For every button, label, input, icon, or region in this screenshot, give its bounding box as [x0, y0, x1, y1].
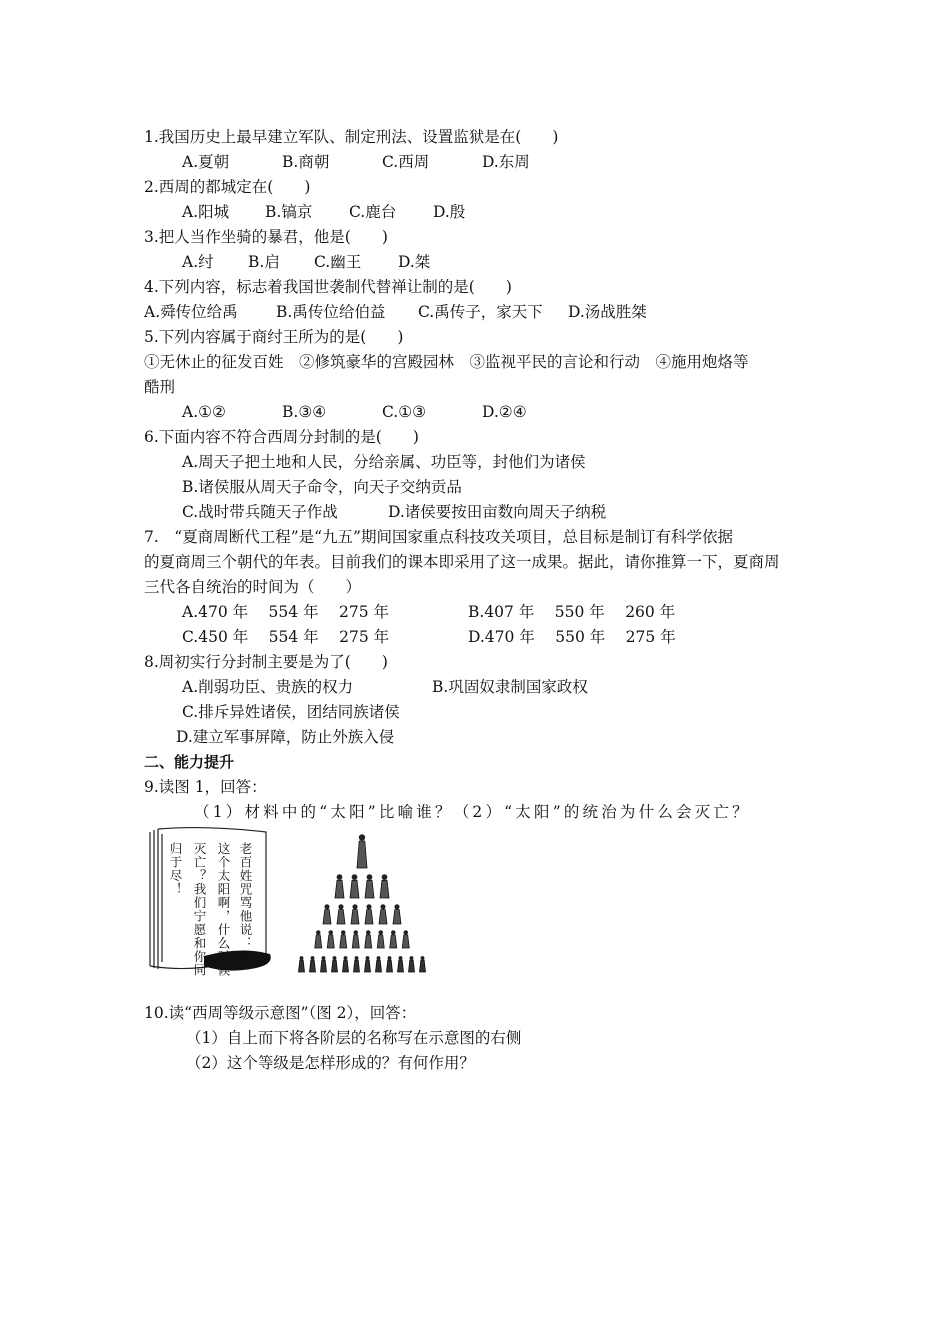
option-a: A.夏朝 [182, 153, 230, 171]
option-d: D.汤战胜桀 [568, 303, 647, 321]
scroll-text-col-3: 灭亡？我们宁愿和你同 [192, 842, 207, 977]
figure-1-scroll [146, 826, 276, 977]
option-a: A.纣 [182, 253, 214, 271]
option-b: B.巩固奴隶制国家政权 [432, 678, 588, 696]
option-d: D.建立军事屏障，防止外族入侵 [176, 728, 395, 746]
option-b: B.商朝 [282, 153, 330, 171]
pyramid-person-figure [376, 956, 382, 972]
option-c: C.鹿台 [349, 203, 397, 221]
pyramid-person-figure [332, 956, 338, 972]
pyramid-person-figure [402, 930, 409, 948]
question-7-stem-cont: 的夏商周三个朝代的年表。目前我们的课本即采用了这一成果。据此，请你推算一下，夏商周 [144, 553, 780, 571]
option-d: D.殷 [433, 203, 466, 221]
option-d: D.诸侯要按田亩数向周天子纳税 [388, 503, 607, 521]
question-7-stem: 7. “夏商周断代工程”是“九五”期间国家重点科技攻关项目，总目标是制订有科学依据 [144, 528, 733, 546]
question-2-options [182, 201, 465, 223]
question-3-options [182, 251, 430, 273]
option-c: C.450 年 554 年 275 年 [182, 628, 390, 646]
pyramid-person-figure [327, 930, 334, 948]
option-d: D.470 年 550 年 275 年 [468, 628, 676, 646]
scroll-text-col-2: 这个太阳啊，什么时候 [216, 842, 231, 977]
option-a: A.①② [182, 403, 226, 421]
question-4-options [144, 301, 647, 323]
pyramid-person-figure [365, 904, 373, 924]
pyramid-person-figure [387, 956, 393, 972]
pyramid-person-figure [380, 874, 389, 898]
question-1-options [182, 151, 530, 173]
question-7-options-ab [182, 601, 675, 623]
pyramid-person-figure [323, 904, 331, 924]
option-b: B.启 [248, 253, 280, 271]
question-5-stem: 5.下列内容属于商纣王所为的是( ) [144, 328, 404, 346]
question-5-options [182, 401, 527, 423]
option-b: B.③④ [282, 403, 327, 421]
option-d: D.东周 [482, 153, 530, 171]
question-3-stem: 3.把人当作坐骑的暴君，他是( ) [144, 228, 388, 246]
option-c: C.排斥异姓诸侯，团结同族诸侯 [182, 703, 400, 721]
question-7-options-cd [182, 626, 676, 648]
question-4-stem: 4.下列内容，标志着我国世袭制代替禅让制的是( ) [144, 278, 512, 296]
pyramid-person-figure [420, 956, 426, 972]
pyramid-person-figure [315, 930, 322, 948]
pyramid-person-figure [350, 874, 359, 898]
pyramid-person-figure [351, 904, 359, 924]
question-10-stem: 10.读“西周等级示意图”（图 2），回答： [144, 1004, 417, 1022]
option-c: C.幽王 [314, 253, 362, 271]
scroll-text-col-4: 归于尽！ [168, 842, 183, 896]
option-a: A.470 年 554 年 275 年 [182, 603, 390, 621]
pyramid-person-figure [390, 930, 397, 948]
option-c: C.禹传子，家天下 [418, 303, 543, 321]
question-8-stem: 8.周初实行分封制主要是为了( ) [144, 653, 388, 671]
pyramid-person-figure [343, 956, 349, 972]
option-c: C.①③ [382, 403, 427, 421]
pyramid-person-figure [365, 956, 371, 972]
option-b: B.407 年 550 年 260 年 [468, 603, 676, 621]
hierarchy-pyramid-graphic [296, 826, 436, 978]
pyramid-person-figure [335, 874, 344, 898]
question-6-options-cd [182, 501, 606, 523]
pyramid-person-figure [398, 956, 404, 972]
option-a: A.削弱功臣、贵族的权力 [182, 678, 354, 696]
question-10-sub-1: （1）自上而下将各阶层的名称写在示意图的右侧 [186, 1029, 522, 1047]
question-8-options-ab [182, 676, 588, 698]
question-9-sub: （1）材料中的“太阳”比喻谁？（2）“太阳”的统治为什么会灭亡？ [194, 803, 751, 821]
pyramid-person-figure [377, 930, 384, 948]
pyramid-person-figure [352, 930, 359, 948]
option-d: D.②④ [482, 403, 527, 421]
option-a: A.舜传位给禹 [144, 303, 238, 321]
option-b: B.镐京 [265, 203, 313, 221]
scroll-illustration [146, 826, 276, 974]
option-c: C.战时带兵随天子作战 [182, 503, 338, 521]
question-9-stem: 9.读图 1，回答： [144, 778, 267, 796]
option-a: A.周天子把土地和人民，分给亲属、功臣等，封他们为诸侯 [182, 453, 586, 471]
option-b: B.禹传位给伯益 [276, 303, 386, 321]
pyramid-person-figure [310, 956, 316, 972]
figure-2-hierarchy-pyramid [296, 826, 436, 978]
pyramid-person-figure [337, 904, 345, 924]
scroll-text-col-1: 老百姓咒骂他说：你 [238, 842, 253, 964]
option-d: D.桀 [398, 253, 431, 271]
pyramid-person-figure [299, 956, 305, 972]
pyramid-person-figure [354, 956, 360, 972]
pyramid-person-figure [357, 834, 367, 868]
pyramid-person-figure [365, 930, 372, 948]
pyramid-person-figure [409, 956, 415, 972]
question-5-statements: ①无休止的征发百姓 ②修筑豪华的宫殿园林 ③监视平民的言论和行动 ④施用炮烙等 [144, 353, 749, 371]
question-2-stem: 2.西周的都城定在( ) [144, 178, 311, 196]
question-6-stem: 6.下面内容不符合西周分封制的是( ) [144, 428, 419, 446]
section-title: 二、能力提升 [144, 753, 235, 771]
option-b: B.诸侯服从周天子命令，向天子交纳贡品 [182, 478, 462, 496]
pyramid-person-figure [340, 930, 347, 948]
pyramid-person-figure [321, 956, 327, 972]
question-7-stem-cont: 三代各自统治的时间为（ ） [144, 578, 362, 596]
pyramid-person-figure [379, 904, 387, 924]
option-a: A.阳城 [182, 203, 230, 221]
pyramid-person-figure [393, 904, 401, 924]
option-c: C.西周 [382, 153, 430, 171]
question-1-stem: 1.我国历史上最早建立军队、制定刑法、设置监狱是在( ) [144, 128, 559, 146]
question-10-sub-2: （2）这个等级是怎样形成的？有何作用？ [186, 1054, 475, 1072]
pyramid-person-figure [365, 874, 374, 898]
question-5-statements-cont: 酷刑 [144, 378, 176, 396]
